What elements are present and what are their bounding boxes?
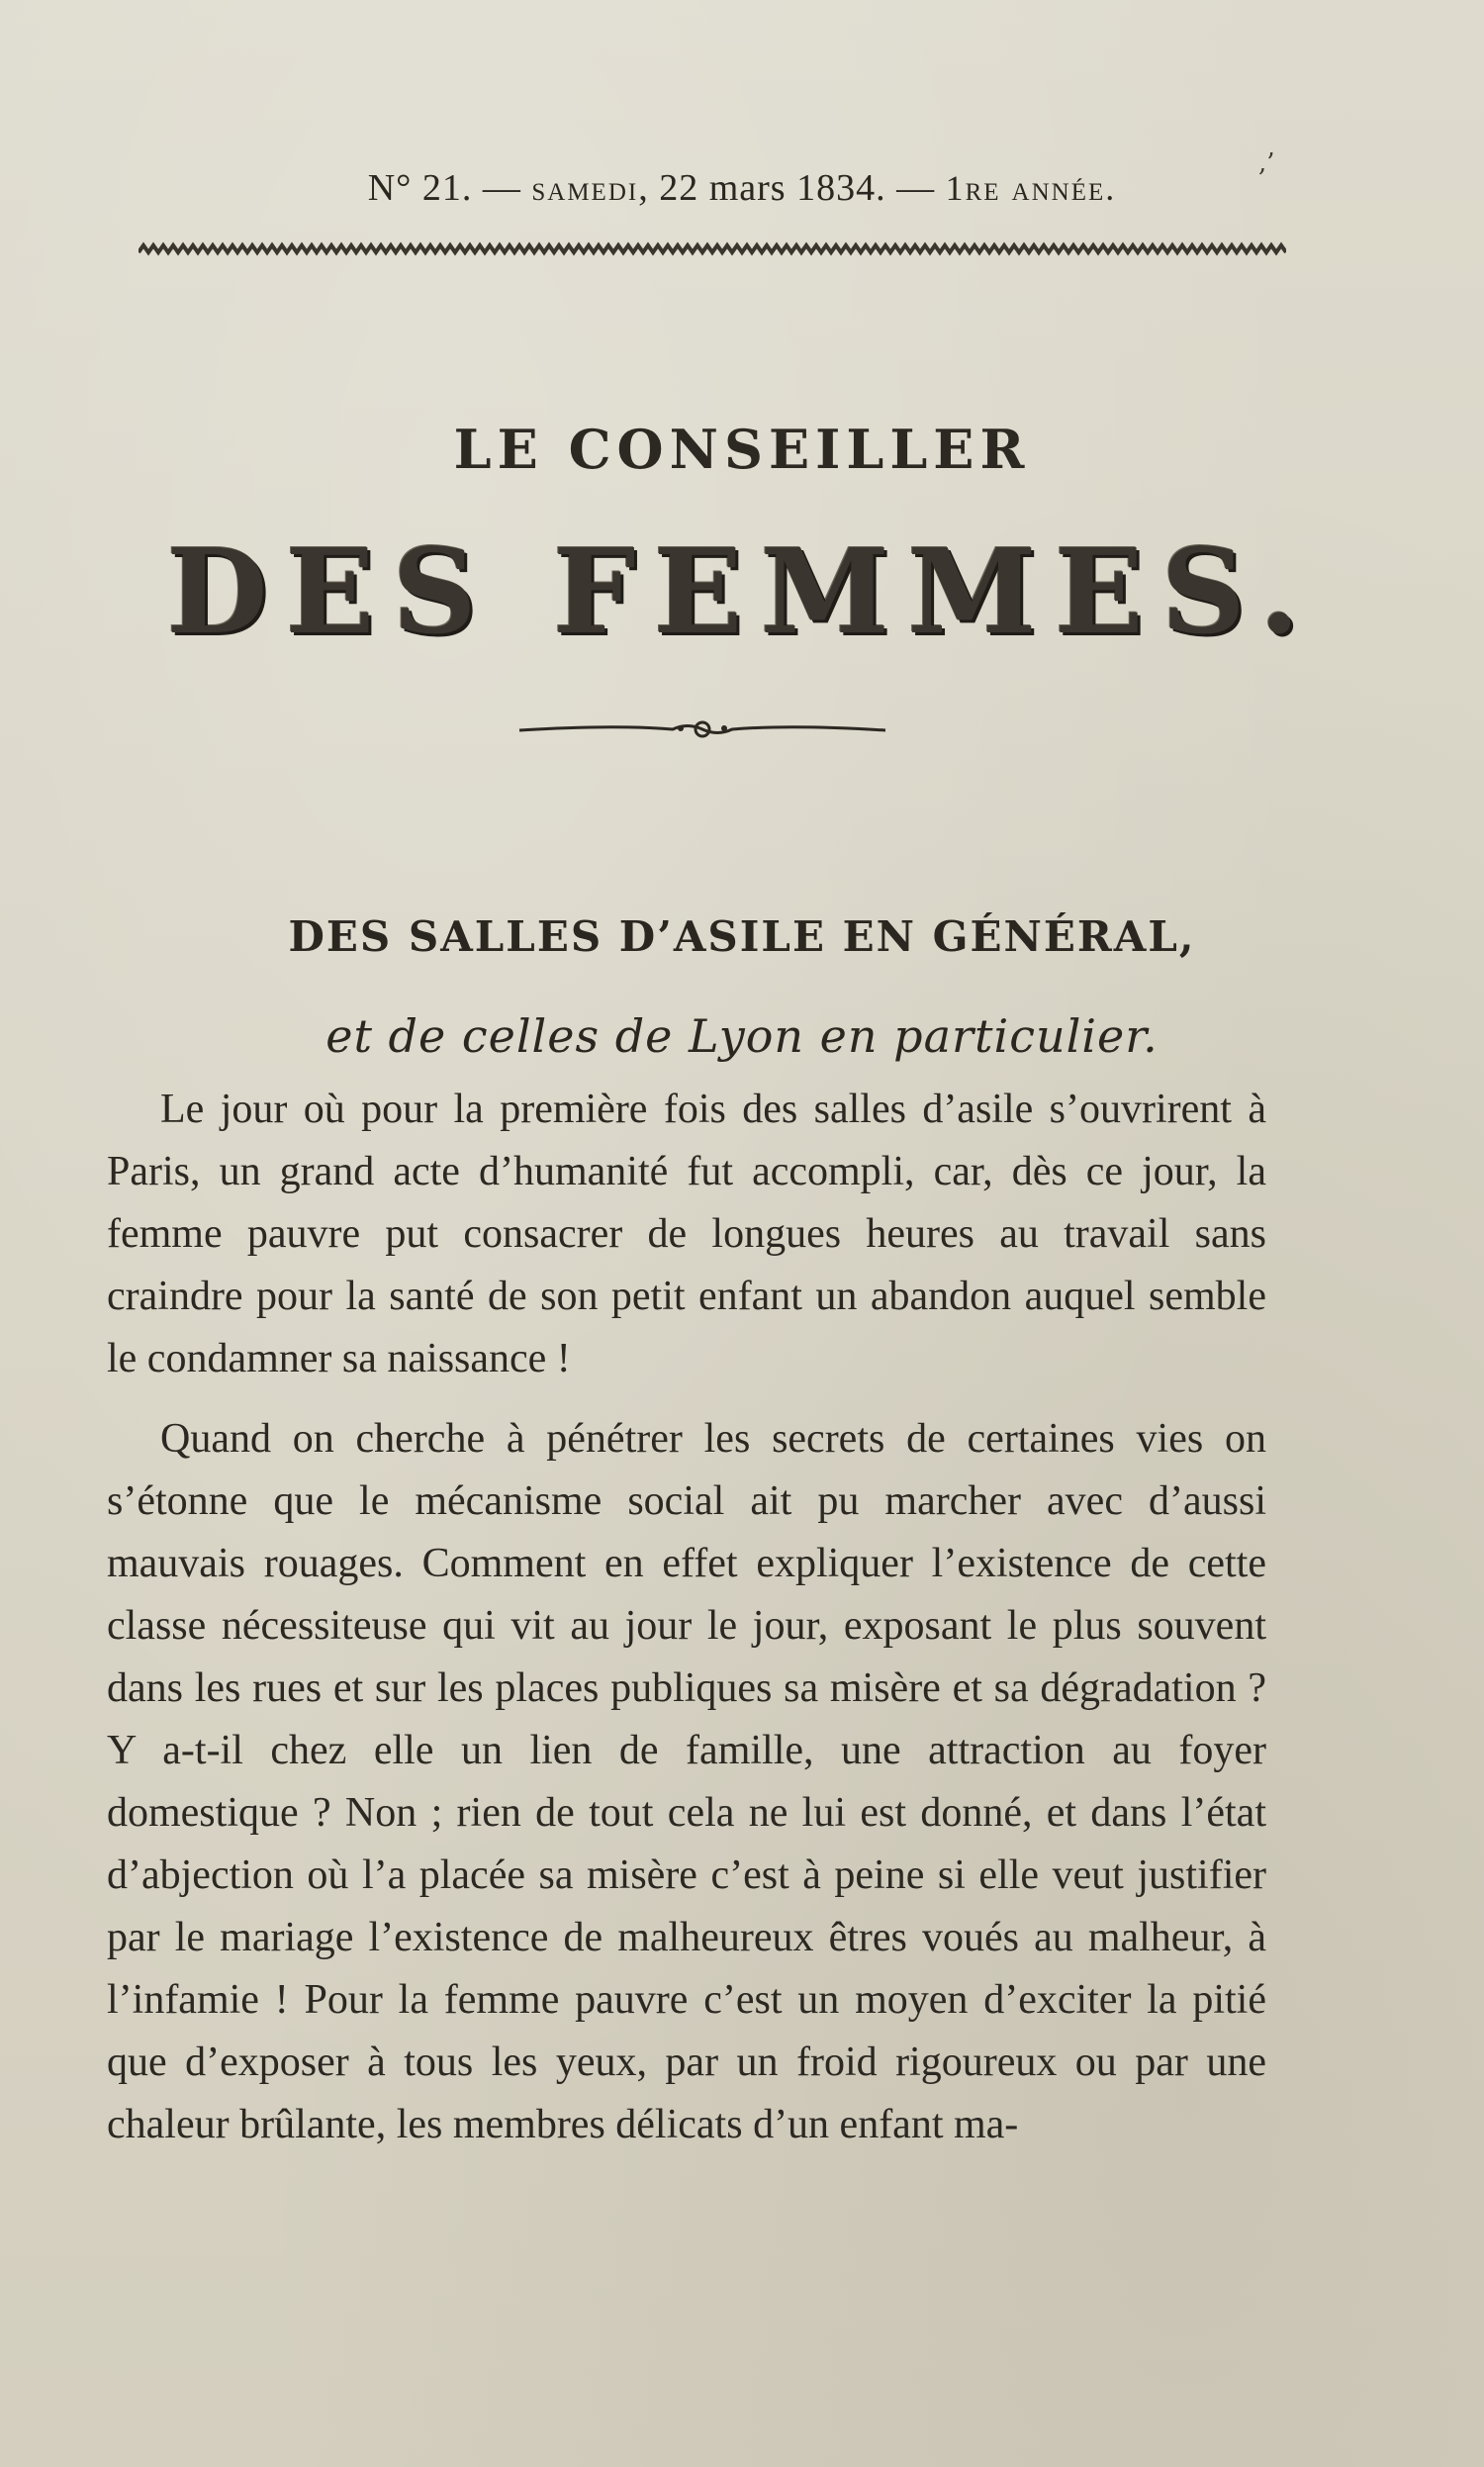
masthead-dash-2: — (896, 167, 946, 209)
issue-date: 22 mars 1834. (659, 167, 886, 209)
article-title: DES SALLES D’ASILE EN GÉNÉRAL, (288, 912, 1196, 961)
masthead-line: N° 21. — samedi, 22 mars 1834. — 1re année. (367, 167, 1117, 209)
issue-day: samedi (531, 168, 639, 208)
title-top: LE CONSEILLER (453, 418, 1031, 481)
title-main: DES FEMMES. (166, 522, 1318, 660)
article-subtitle: et de celles de Lyon en particulier. (325, 1009, 1159, 1063)
article-body (107, 1079, 1266, 2174)
issue-year: 1re année. (945, 168, 1117, 208)
issue-number: N° 21. (367, 167, 473, 209)
corner-mark: ,’ (1258, 148, 1275, 178)
wavy-rule (139, 241, 1286, 263)
paragraph: Quand on cherche à pénétrer les secrets de certaines vies on s’étonne que le mécanisme social ait pu marcher avec d’aussi mauvais rouages. Comment en effet expliquer l’existence de cette classe nécessiteuse qui vit au jour le jour, exposant le plus souvent dans les rues et sur les places publiques sa misère et sa dégradation ? Y a-t-il chez elle un lien de famille, une attraction au foyer domestique ? Non ; rien de tout cela ne lui est donné, et dans l’état d’abjection où l’a placée sa misère c’est à peine si elle veut justifier par le mariage l’existence de malheureux êtres voués au malheur, à l’infamie ! Pour la femme pauvre c’est un moyen d’exciter la pitié que d’exposer à tous les yeux, par un froid rigoureux ou par une chaleur brûlante, les membres délicats d’un enfant ma- (107, 1416, 1266, 2147)
paragraph: Le jour où pour la première fois des salles d’asile s’ouvrirent à Paris, un grand acte d’humanité fut accompli, car, dès ce jour, la femme pauvre put consacrer de longues heures au travail sans craindre pour la santé de son petit enfant un abandon auquel semble le condamner sa naissance ! (107, 1087, 1266, 1381)
masthead-dash: — (482, 167, 532, 209)
ornament-divider (514, 714, 890, 744)
